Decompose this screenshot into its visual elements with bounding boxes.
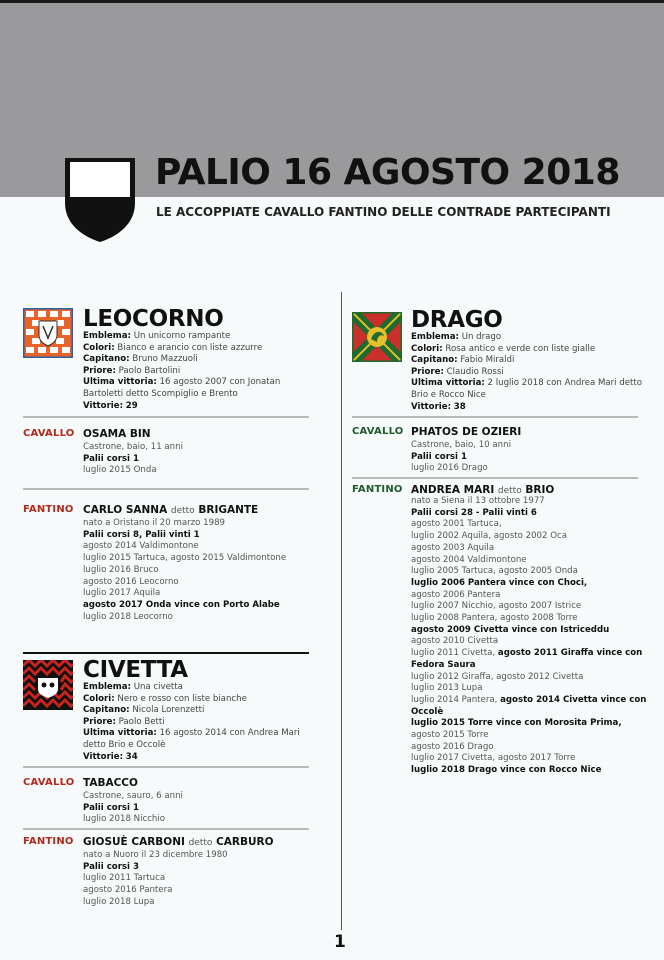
horse-name: TABACCO (83, 777, 138, 789)
section-rule (352, 416, 638, 418)
horse-details: Castrone, sauro, 6 anni Palii corsi 1 luglio 2018 Nicchio (83, 791, 183, 825)
drago-crest-icon (352, 312, 402, 362)
page-title: PALIO 16 AGOSTO 2018 (155, 152, 620, 193)
section-rule (23, 828, 309, 830)
cavallo-label: CAVALLO (23, 428, 75, 439)
contrada-civetta (23, 653, 313, 907)
section-rule (23, 416, 309, 418)
leocorno-info: Emblema: Un unicorno rampante Colori: Bianco e arancio con liste azzurre Capitano: Bruno Mazzuoli Priore: Paolo Bartolini Ultima vittoria: 16 agosto 2007 con Jonatan Bartoletti detto Scompiglio e Brento Vittorie: 29 (83, 331, 281, 411)
jockey-name: CARLO SANNA detto BRIGANTE (83, 504, 259, 516)
siena-balzana-shield-icon (64, 157, 136, 243)
contrada-name-leocorno: LEOCORNO (83, 306, 224, 332)
cavallo-label: CAVALLO (23, 777, 75, 788)
horse-details: Castrone, baio, 11 anni Palii corsi 1 luglio 2015 Onda (83, 442, 183, 476)
civetta-info: Emblema: Una civetta Colori: Nero e rosso con liste bianche Capitano: Nicola Lorenzetti Priore: Paolo Betti Ultima vittoria: 16 agosto 2014 con Andrea Mari detto Brio e Occolè Vittorie: 34 (83, 682, 300, 762)
horse-details: Castrone, baio, 10 anni Palii corsi 1 luglio 2016 Drago (411, 440, 511, 474)
horse-name: OSAMA BIN (83, 428, 151, 440)
contrada-name-civetta: CIVETTA (83, 657, 188, 683)
section-rule (23, 488, 309, 490)
contrada-drago (352, 307, 647, 776)
column-divider (341, 292, 342, 930)
jockey-details: nato a Nuoro il 23 dicembre 1980 Palii corsi 3 luglio 2011 Tartuca agosto 2016 Pantera luglio 2018 Lupa (83, 850, 228, 907)
fantino-label: FANTINO (23, 836, 74, 847)
page-number: 1 (334, 932, 346, 952)
section-rule (352, 477, 638, 479)
jockey-details: nato a Siena il 13 ottobre 1977 Palii corsi 28 - Palii vinti 6 agosto 2001 Tartuca, luglio 2002 Aquila, agosto 2002 Oca agosto 2003 Aquila agosto 2004 Valdimontone luglio 2005 Tartuca, agosto 2005 Onda luglio 2006 Pantera vince con Choci, agosto 2006 Pantera luglio 2007 Nicchio, agosto 2007 Istrice luglio 2008 Pantera, agosto 2008 Torre agosto 2009 Civetta vince con Istriceddu agosto 2010 Civetta luglio 2011 Civetta, agosto 2011 Giraffa vince con Fedora Saura luglio 2012 Giraffa, agosto 2012 Civetta luglio 2013 Lupa luglio 2014 Pantera, agosto 2014 Civetta vince con Occolè luglio 2015 Torre vince con Morosita Prima, agosto 2015 Torre agosto 2016 Drago luglio 2017 Civetta, agosto 2017 Torre luglio 2018 Drago vince con Rocco Nice (411, 496, 647, 776)
contrada-leocorno (23, 306, 313, 622)
contrada-name-drago: DRAGO (411, 307, 503, 333)
fantino-label: FANTINO (352, 484, 403, 495)
jockey-details: nato a Oristano il 20 marzo 1989 Palii corsi 8, Palii vinti 1 agosto 2014 Valdimontone luglio 2015 Tartuca, agosto 2015 Valdimontone luglio 2016 Bruco agosto 2016 Leocorno luglio 2017 Aquila agosto 2017 Onda vince con Porto Alabe luglio 2018 Leocorno (83, 518, 287, 622)
drago-info: Emblema: Un drago Colori: Rosa antico e verde con liste gialle Capitano: Fabio Miraldi Priore: Claudio Rossi Ultima vittoria: 2 luglio 2018 con Andrea Mari detto Brio e Rocco Nice Vittorie: 38 (411, 332, 643, 412)
leocorno-crest-icon (23, 308, 73, 358)
page-subtitle: LE ACCOPPIATE CAVALLO FANTINO DELLE CONTRADE PARTECIPANTI (156, 205, 611, 219)
fantino-label: FANTINO (23, 504, 74, 515)
jockey-name: ANDREA MARI detto BRIO (411, 484, 555, 496)
civetta-crest-icon (23, 660, 73, 710)
cavallo-label: CAVALLO (352, 426, 404, 437)
section-rule (23, 766, 309, 768)
jockey-name: GIOSUÈ CARBONI detto CARBURO (83, 836, 274, 848)
horse-name: PHATOS DE OZIERI (411, 426, 522, 438)
